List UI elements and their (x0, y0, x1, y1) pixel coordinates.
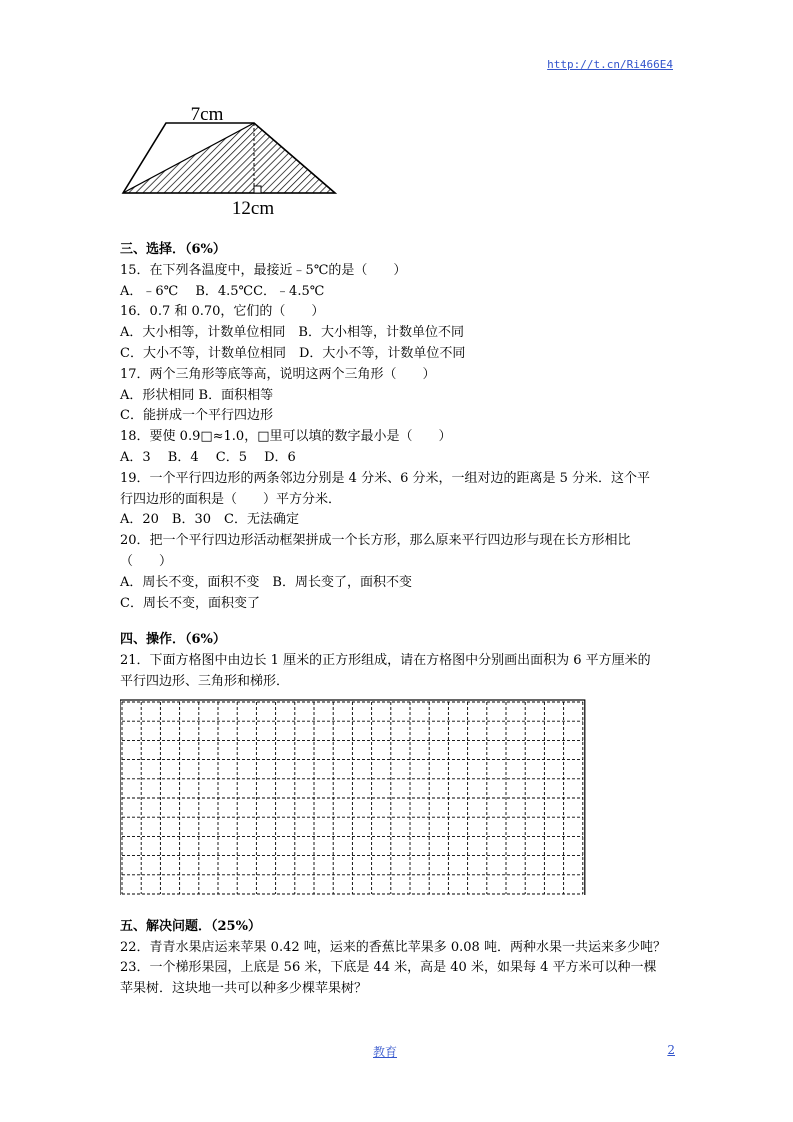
question-line: 15．在下列各温度中，最接近﹣5℃的是（ ） (120, 262, 407, 278)
section4-title: 四、操作．（6%） (120, 632, 226, 648)
section5-questions (120, 938, 680, 1000)
question-line: C．能拼成一个平行四边形 (120, 408, 273, 424)
trapezoid-figure (115, 100, 345, 220)
question-line: 16．0.7 和 0.70，它们的（ ） (120, 304, 325, 320)
question-line: C．周长不变，面积变了 (120, 595, 260, 611)
section3-title: 三、选择．（6%） (120, 242, 226, 257)
page-number: 2 (667, 1043, 675, 1057)
question-line: A．周长不变，面积不变 B．周长变了，面积不变 (120, 574, 412, 590)
question-line: A．﹣6℃ B．4.5℃C．﹣4.5℃ (120, 283, 325, 299)
top-base-label: 7cm (190, 104, 224, 125)
section3-questions (120, 261, 680, 615)
section5-title: 五、解决问题．（25%） (120, 918, 261, 934)
footer-link[interactable]: 教育 (373, 1045, 398, 1059)
question-line: 20．把一个平行四边形活动框架拼成一个长方形，那么原来平行四边形与现在长方形相比 (120, 533, 631, 549)
question-line: 23．一个梯形果园，上底是 56 米，下底是 44 米，高是 40 米，如果每 4 平方米可以种一棵 (120, 960, 657, 976)
question-line: 19．一个平行四边形的两条邻边分别是 4 分米、6 分米，一组对边的距离是 5 分米．这个平 (120, 470, 651, 486)
shaded-triangle (123, 123, 335, 193)
question-line: 21．下面方格图中由边长 1 厘米的正方形组成，请在方格图中分别画出面积为 6 平方厘米的 (120, 653, 651, 669)
header-link[interactable]: http://t.cn/Ri466E4 (547, 58, 673, 71)
question-line: A．20 B．30 C．无法确定 (120, 512, 299, 528)
question-line: 行四边形的面积是（ ）平方分米． (120, 491, 342, 507)
question-line: 18．要使 0.9□≈1.0，□里可以填的数字最小是（ ） (120, 429, 452, 445)
question-line: 22．青青水果店运来苹果 0.42 吨，运来的香蕉比苹果多 0.08 吨．两种水果一共运来多少吨？ (120, 939, 666, 955)
bottom-base-label: 12cm (231, 198, 275, 219)
question-line: （ ） (120, 553, 173, 569)
question-line: C．大小不等，计数单位相同 D．大小不等，计数单位不同 (120, 345, 466, 361)
right-angle-mark (254, 186, 261, 193)
question-line: 17．两个三角形等底等高，说明这两个三角形（ ） (120, 366, 436, 382)
question-line: A．形状相同 B．面积相等 (120, 387, 274, 403)
question-line: 苹果树．这块地一共可以种多少棵苹果树？ (120, 981, 368, 997)
question-line: 平行四边形、三角形和梯形． (120, 673, 290, 689)
question-content (120, 240, 680, 1000)
section4-questions (120, 651, 680, 693)
question-line: A．大小相等，计数单位相同 B．大小相等，计数单位不同 (120, 325, 464, 341)
question-line: A．3 B．4 C．5 D．6 (120, 449, 296, 465)
square-grid (120, 699, 598, 895)
